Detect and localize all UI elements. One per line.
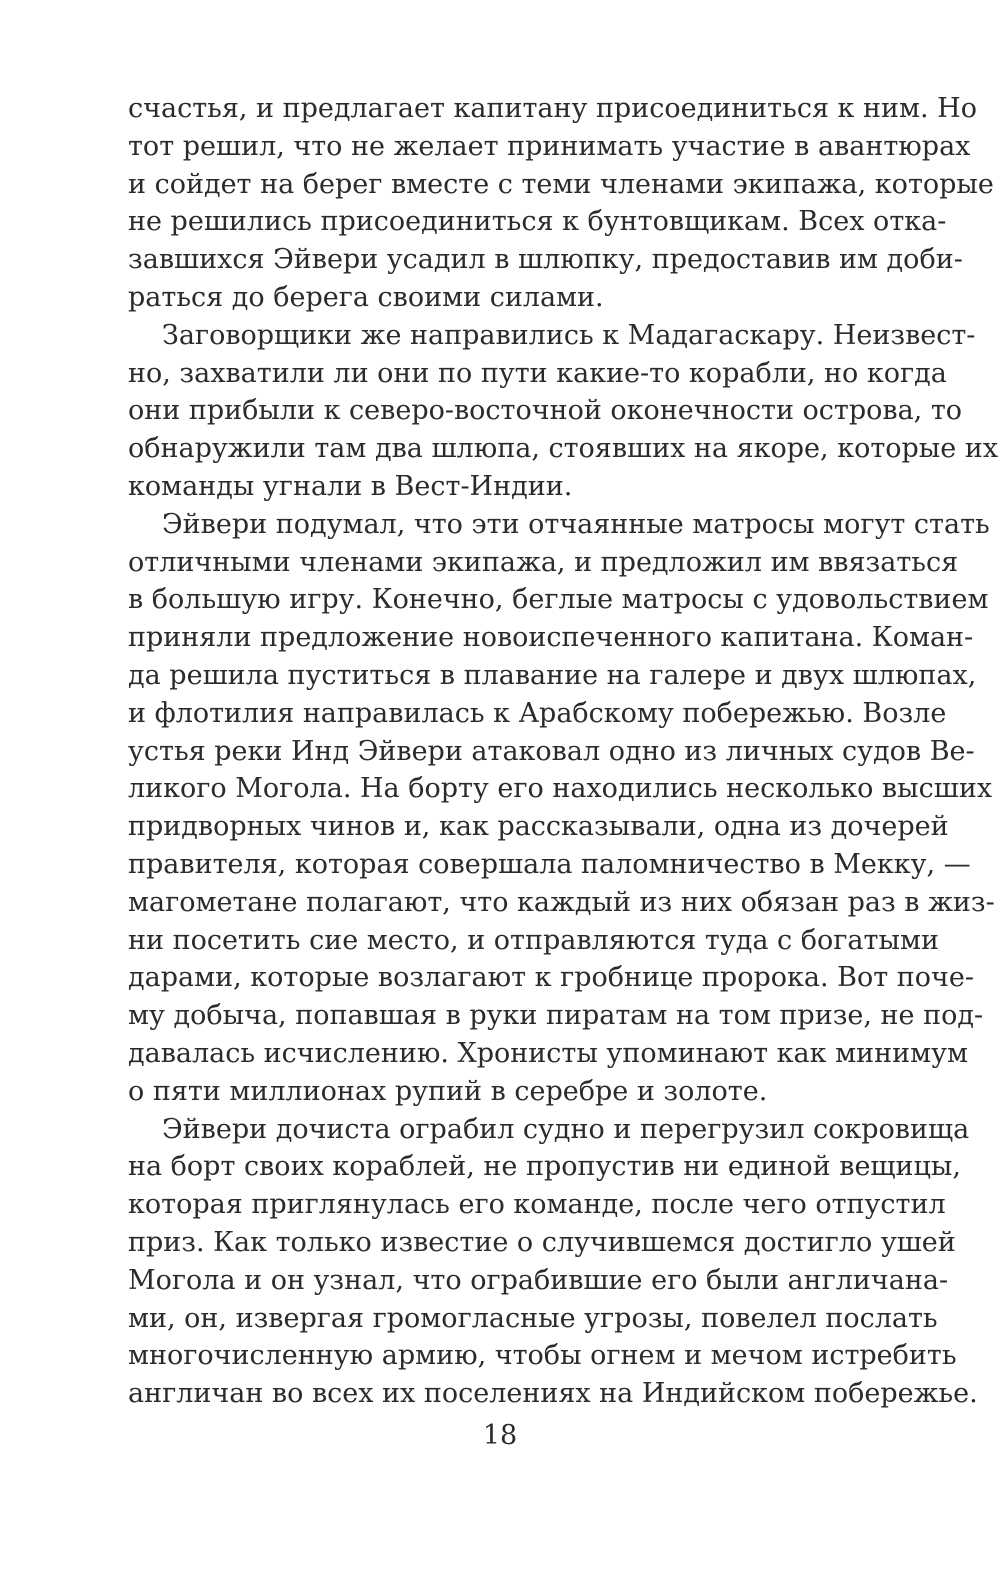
text-line: правителя, которая совершала паломничество в Мекку, — — [128, 848, 971, 880]
text-line: но, захватили ли они по пути какие-то корабли, но когда — [128, 357, 947, 389]
text-line: они прибыли к северо-восточной оконечности острова, то — [128, 395, 963, 427]
text-line: Заговорщики же направились к Мадагаскару. Неизвест- — [162, 319, 976, 351]
text-line: приняли предложение новоиспеченного капитана. Коман- — [128, 622, 974, 654]
text-line: ми, он, извергая громогласные угрозы, повелел послать — [128, 1302, 938, 1334]
paragraph — [128, 1111, 978, 1413]
text-line: обнаружили там два шлюпа, стоявших на якоре, которые их — [128, 433, 999, 465]
text-line: да решила пуститься в плавание на галере и двух шлюпах, — [128, 659, 977, 691]
text-line: многочисленную армию, чтобы огнем и мечом истребить — [128, 1340, 957, 1372]
text-line: и флотилия направилась к Арабскому побережью. Возле — [128, 697, 947, 729]
text-line: придворных чинов и, как рассказывали, одна из дочерей — [128, 811, 949, 843]
text-line: ни посетить сие место, и отправляются туда с богатыми — [128, 924, 939, 956]
text-line: Эйвери дочиста ограбил судно и перегрузил сокровища — [162, 1113, 970, 1145]
text-line: команды угнали в Вест-Индии. — [128, 470, 573, 502]
paragraph — [128, 90, 994, 317]
text-line: отличными членами экипажа, и предложил им ввязаться — [128, 546, 959, 578]
text-line: дарами, которые возлагают к гробнице пророка. Вот поче- — [128, 962, 974, 994]
text-line: Могола и он узнал, что ограбившие его были англичана- — [128, 1264, 949, 1296]
text-line: ликого Могола. На борту его находились несколько высших — [128, 773, 993, 805]
page-number: 18 — [482, 1420, 518, 1451]
paragraph — [128, 506, 995, 1111]
text-line: му добыча, попавшая в руки пиратам на том призе, не под- — [128, 1000, 984, 1032]
text-line: которая приглянулась его команде, после чего отпустил — [128, 1189, 946, 1221]
text-line: завшихся Эйвери усадил в шлюпку, предоставив им доби- — [128, 244, 963, 276]
text-line: не решились присоединиться к бунтовщикам. Всех отка- — [128, 206, 947, 238]
text-line: раться до берега своими силами. — [128, 281, 604, 313]
text-line: на борт своих кораблей, не пропустив ни единой вещицы, — [128, 1151, 961, 1183]
text-line: устья реки Инд Эйвери атаковал одно из личных судов Ве- — [128, 735, 975, 767]
paragraph — [128, 317, 999, 506]
text-line: англичан во всех их поселениях на Индийском побережье. — [128, 1378, 978, 1410]
text-line: Эйвери подумал, что эти отчаянные матросы могут стать — [162, 508, 990, 540]
text-line: в большую игру. Конечно, беглые матросы с удовольствием — [128, 584, 989, 616]
body-text — [128, 90, 999, 1413]
text-line: давалась исчислению. Хронисты упоминают как минимум — [128, 1037, 968, 1069]
text-line: приз. Как только известие о случившемся достигло ушей — [128, 1226, 956, 1258]
text-line: тот решил, что не желает принимать участие в авантюрах — [128, 130, 971, 162]
text-line: и сойдет на берег вместе с теми членами экипажа, которые — [128, 168, 994, 200]
text-line: о пяти миллионах рупий в серебре и золоте. — [128, 1075, 768, 1107]
text-line: магометане полагают, что каждый из них обязан раз в жиз- — [128, 886, 995, 918]
text-line: счастья, и предлагает капитану присоединиться к ним. Но — [128, 93, 977, 124]
